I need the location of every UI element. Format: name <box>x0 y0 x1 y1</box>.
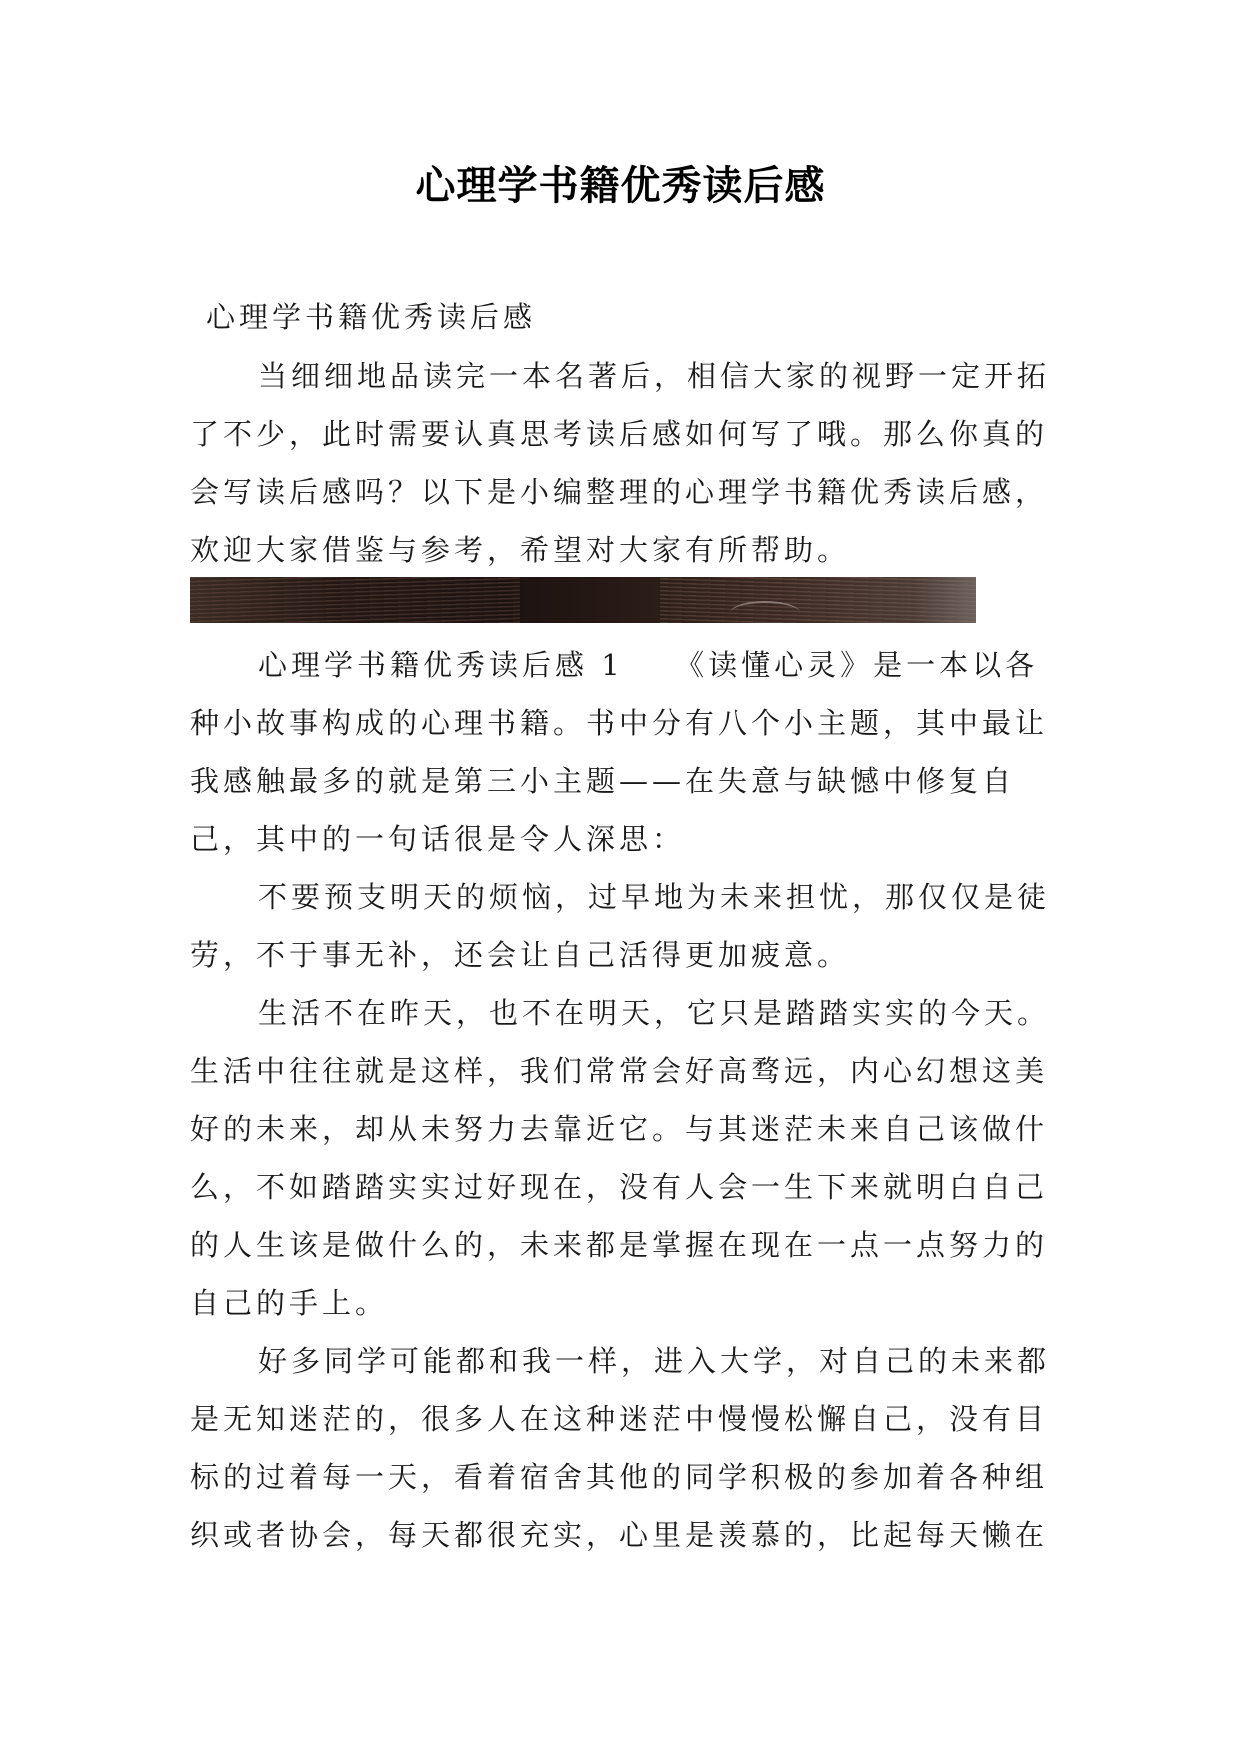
body-line: 己，其中的一句话很是令人深思： <box>190 822 686 856</box>
body-line: 生活不在昨天，也不在明天，它只是踏踏实实的今天。 <box>258 996 1051 1030</box>
body-line: 心理学书籍优秀读后感 1 《读懂心灵》是一本以各 <box>258 648 1039 682</box>
body-line: 不要预支明天的烦恼，过早地为未来担忧，那仅仅是徒 <box>258 880 1051 914</box>
body-line: 的人生该是做什么的，未来都是掌握在现在一点一点努力的 <box>190 1228 1049 1262</box>
book-spine <box>730 601 800 623</box>
body-line: 劳，不于事无补，还会让自己活得更加疲意。 <box>190 938 851 972</box>
book-pages-right <box>660 577 976 623</box>
intro-line: 会写读后感吗？以下是小编整理的心理学书籍优秀读后感， <box>190 475 1049 509</box>
intro-line: 当细细地品读完一本名著后，相信大家的视野一定开拓 <box>258 359 1051 393</box>
body-line: 好多同学可能都和我一样，进入大学，对自己的未来都 <box>258 1344 1051 1378</box>
body-line: 标的过着每一天，看着宿舍其他的同学积极的参加着各种组 <box>190 1460 1049 1494</box>
book-photo-icon <box>190 577 976 623</box>
book-pages-left <box>190 577 520 623</box>
body-line: 种小故事构成的心理书籍。书中分有八个小主题，其中最让 <box>190 706 1049 740</box>
document-subtitle: 心理学书籍优秀读后感 <box>206 300 537 334</box>
body-line: 生活中往往就是这样，我们常常会好高骛远，内心幻想这美 <box>190 1054 1049 1088</box>
body-line: 自己的手上。 <box>190 1286 389 1320</box>
body-line: 么，不如踏踏实实过好现在，没有人会一生下来就明白自己 <box>190 1170 1049 1204</box>
intro-line: 了不少，此时需要认真思考读后感如何写了哦。那么你真的 <box>190 417 1049 451</box>
document-title: 心理学书籍优秀读后感 <box>415 163 826 209</box>
body-line: 我感触最多的就是第三小主题——在失意与缺憾中修复自 <box>190 764 1016 798</box>
intro-line: 欢迎大家借鉴与参考，希望对大家有所帮助。 <box>190 533 851 567</box>
body-line: 好的未来，却从未努力去靠近它。与其迷茫未来自己该做什 <box>190 1112 1049 1146</box>
body-line: 是无知迷茫的，很多人在这种迷茫中慢慢松懈自己，没有目 <box>190 1402 1049 1436</box>
body-line: 织或者协会，每天都很充实，心里是羡慕的，比起每天懒在 <box>190 1518 1049 1552</box>
body-text <box>190 636 1060 1564</box>
intro-paragraph <box>190 347 1060 579</box>
